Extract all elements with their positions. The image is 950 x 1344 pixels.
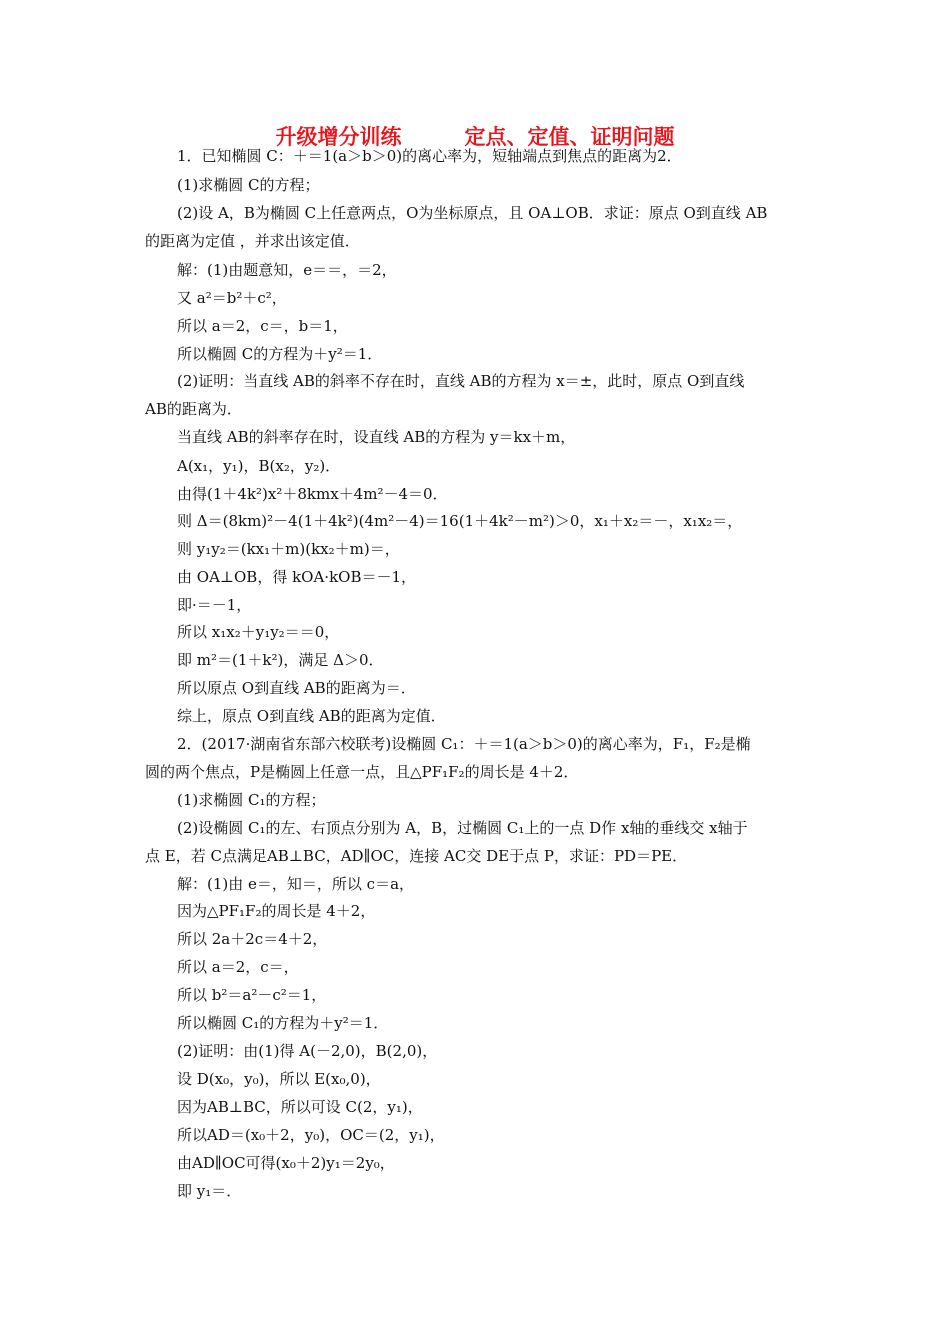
problem-2-part-2: (2)设椭圆 C₁的左、右顶点分别为 A，B，过椭圆 C₁上的一点 D作 x轴的垂线交 x轴于 [177,819,748,837]
solution-line: AB的距离为． [145,400,242,418]
problem-1-part-1: (1)求椭圆 C的方程； [177,176,320,194]
page-title: 升级增分训练 定点、定值、证明问题 [275,125,675,149]
solution-line: 解：(1)由 e＝，知＝，所以 c＝a， [177,875,415,893]
problem-2-statement-cont: 圆的两个焦点，P是椭圆上任意一点，且△PF₁F₂的周长是 4＋2． [145,763,579,781]
solution-line: (2)证明：当直线 AB的斜率不存在时，直线 AB的方程为 x＝±，此时，原点 O到直线 [177,372,745,390]
solution-line: 所以 b²＝a²－c²＝1， [177,986,327,1004]
solution-line: 因为AB⊥BC，所以可设 C(2，y₁)， [177,1098,423,1116]
problem-1-part-2-cont: 的距离为定值 ，并求出该定值． [145,232,360,250]
solution-line: (2)证明：由(1)得 A(－2,0)，B(2,0)， [177,1042,438,1060]
solution-line: 所以椭圆 C₁的方程为＋y²＝1． [177,1014,389,1032]
solution-line: 所以原点 O到直线 AB的距离为＝． [177,679,416,697]
solution-line: 由AD∥OC可得(x₀＋2)y₁＝2y₀， [177,1154,395,1172]
solution-line: 则 Δ＝(8km)²－4(1＋4k²)(4m²－4)＝16(1＋4k²－m²)＞0，x₁＋x₂＝－，x₁x₂＝， [177,512,743,530]
solution-line: 即 m²＝(1＋k²)，满足 Δ＞0． [177,651,384,669]
solution-line: 所以 x₁x₂＋y₁y₂＝＝0， [177,623,340,641]
problem-2-part-1: (1)求椭圆 C₁的方程； [177,791,326,809]
solution-line: 解：(1)由题意知，e＝＝，＝2， [177,261,397,279]
solution-line: 综上，原点 O到直线 AB的距离为定值． [177,707,446,725]
problem-2-statement: 2．(2017·湖南省东部六校联考)设椭圆 C₁：＋＝1(a＞b＞0)的离心率为，F₁，F₂是椭 [177,735,751,753]
solution-line: 所以 a＝2，c＝， [177,958,299,976]
solution-line: 由 OA⊥OB，得 kOA·kOB＝－1， [177,568,417,586]
solution-line: 即·＝－1， [177,596,252,614]
solution-line: 由得(1＋4k²)x²＋8kmx＋4m²－4＝0． [177,485,448,503]
solution-line: 设 D(x₀，y₀)，所以 E(x₀,0)， [177,1070,381,1088]
problem-1-statement: 1．已知椭圆 C：＋＝1(a＞b＞0)的离心率为，短轴端点到焦点的距离为2． [177,147,682,165]
problem-2-part-2-cont: 点 E，若 C点满足AB⊥BC，AD∥OC，连接 AC交 DE于点 P，求证：PD＝PE． [145,847,688,865]
solution-line: 又 a²＝b²＋c²， [177,289,287,307]
solution-line: 即 y₁＝． [177,1182,242,1200]
solution-line: 所以AD＝(x₀＋2，y₀)，OC＝(2，y₁)， [177,1126,445,1144]
solution-line: 当直线 AB的斜率存在时，设直线 AB的方程为 y＝kx＋m， [177,428,576,446]
solution-line: 所以 2a＋2c＝4＋2， [177,930,328,948]
problem-1-part-2: (2)设 A，B为椭圆 C上任意两点，O为坐标原点，且 OA⊥OB．求证：原点 O到直线 AB [177,204,768,222]
solution-line: 因为△PF₁F₂的周长是 4＋2， [177,902,376,920]
solution-line: A(x₁，y₁)，B(x₂，y₂)． [177,457,341,475]
solution-line: 则 y₁y₂＝(kx₁＋m)(kx₂＋m)＝， [177,540,400,558]
solution-line: 所以椭圆 C的方程为＋y²＝1． [177,345,383,363]
solution-line: 所以 a＝2，c＝，b＝1， [177,317,348,335]
